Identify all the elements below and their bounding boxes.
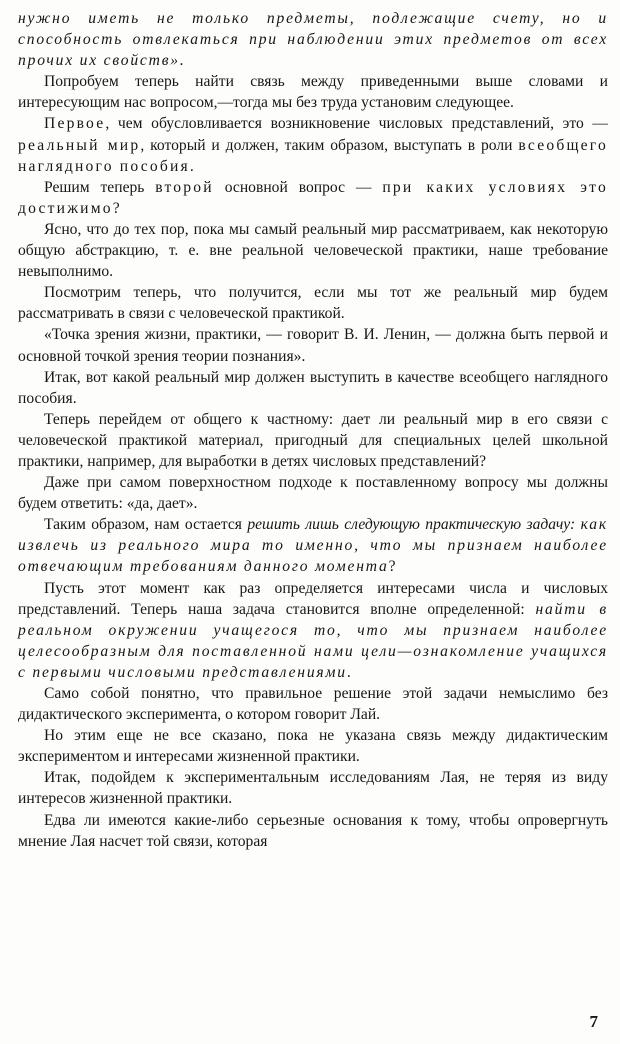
text-run: Даже при самом поверхностном подходе к поставленному вопросу мы должны будем ответить: «да, дает». xyxy=(18,474,608,513)
text-run: Попробуем теперь найти связь между приведенными выше словами и интересующим нас вопросом,—тогда мы без труда установим следующее. xyxy=(18,73,608,112)
paragraph xyxy=(18,578,608,683)
text-run: Таким образом, нам остается xyxy=(44,516,248,534)
paragraph xyxy=(18,472,608,514)
paragraph xyxy=(18,71,608,113)
paragraph xyxy=(18,409,608,472)
text-run: ? xyxy=(112,199,120,217)
text-run: , чем обусловливается возникновение числовых представлений, это — xyxy=(105,115,608,133)
text-run: всеобщего наглядного пособия xyxy=(18,136,608,175)
paragraph xyxy=(18,219,608,282)
text-run: Теперь перейдем от общего к частному: дает ли реальный мир в его связи с человеческой практикой материал, пригодный для специальных целей школьной практики, например, для выработки в детях числовых представлений? xyxy=(18,410,608,470)
text-run: Ясно, что до тех пор, пока мы самый реальный мир рассматриваем, как некоторую общую абстракцию, т. е. вне реальной человеческой практики, наше требование невыполнимо. xyxy=(18,220,608,281)
text-run: основной вопрос — xyxy=(213,178,383,196)
paragraph xyxy=(18,8,608,71)
text-run: Едва ли имеются какие-либо серьезные основания к тому, чтобы опровергнуть мнение Лая насчет той связи, которая xyxy=(18,811,608,850)
text-run: ? xyxy=(388,558,396,576)
paragraph xyxy=(18,367,608,409)
page-number: 7 xyxy=(589,1012,598,1031)
text-run: Итак, вот какой реальный мир должен выступить в качестве всеобщего наглядного пособия. xyxy=(18,368,608,407)
paragraph xyxy=(18,177,608,219)
text-run: Посмотрим теперь, что получится, если мы тот же реальный мир будем рассматривать в связи с человеческой практикой. xyxy=(18,284,608,323)
paragraph xyxy=(18,683,608,725)
text-run: Первое xyxy=(44,115,106,133)
text-run: «Точка зрения жизни, практики, — говорит В. И. Ленин, — должна быть первой и основной точкой зрения теории познания». xyxy=(18,326,608,365)
body-text xyxy=(18,8,608,852)
paragraph xyxy=(18,767,608,809)
text-run: Но этим еще не все сказано, пока не указана связь между дидактическим экспериментом и интересами жизненной практики. xyxy=(18,727,608,766)
text-run: Пусть этот момент как раз определяется интересами числа и числовых представлений. Теперь наша задача становится вполне определенной: xyxy=(18,579,608,618)
text-run: найти в реальном окружении учащегося то, что мы признаем наиболее целесообразным для поставленной нами цели—ознакомление учащихся с первыми числовыми представлениями xyxy=(18,600,609,681)
paragraph xyxy=(18,324,608,366)
text-run: как извлечь из реального мира то именно, что мы признаем наиболее отвечающим требованиям данного момента xyxy=(18,516,608,576)
text-run: . xyxy=(189,157,194,175)
paragraph xyxy=(18,810,608,852)
paragraph xyxy=(18,514,608,577)
paragraph xyxy=(18,113,608,176)
paragraph xyxy=(18,725,608,767)
text-run: второй xyxy=(155,178,214,196)
text-run: реальный мир xyxy=(18,136,141,154)
text-run: Решим теперь xyxy=(44,178,156,196)
text-run: нужно иметь не только предметы, подлежащие счету, но и способность отвлекаться при наблюдении этих предметов от всех прочих их свойств». xyxy=(18,10,608,70)
text-run: Само собой понятно, что правильное решение этой задачи немыслимо без дидактического эксперимента, о котором говорит Лай. xyxy=(18,685,608,724)
text-run: Итак, подойдем к экспериментальным исследованиям Лая, не теряя из виду интересов жизненной практики. xyxy=(18,769,608,808)
text-run: , который и должен, таким образом, выступать в роли xyxy=(140,136,519,154)
text-run: . xyxy=(346,663,351,681)
text-run: решить лишь следующую практическую задачу: xyxy=(247,516,581,534)
paragraph xyxy=(18,282,608,324)
text-run: при каких условиях это достижимо xyxy=(18,178,608,217)
